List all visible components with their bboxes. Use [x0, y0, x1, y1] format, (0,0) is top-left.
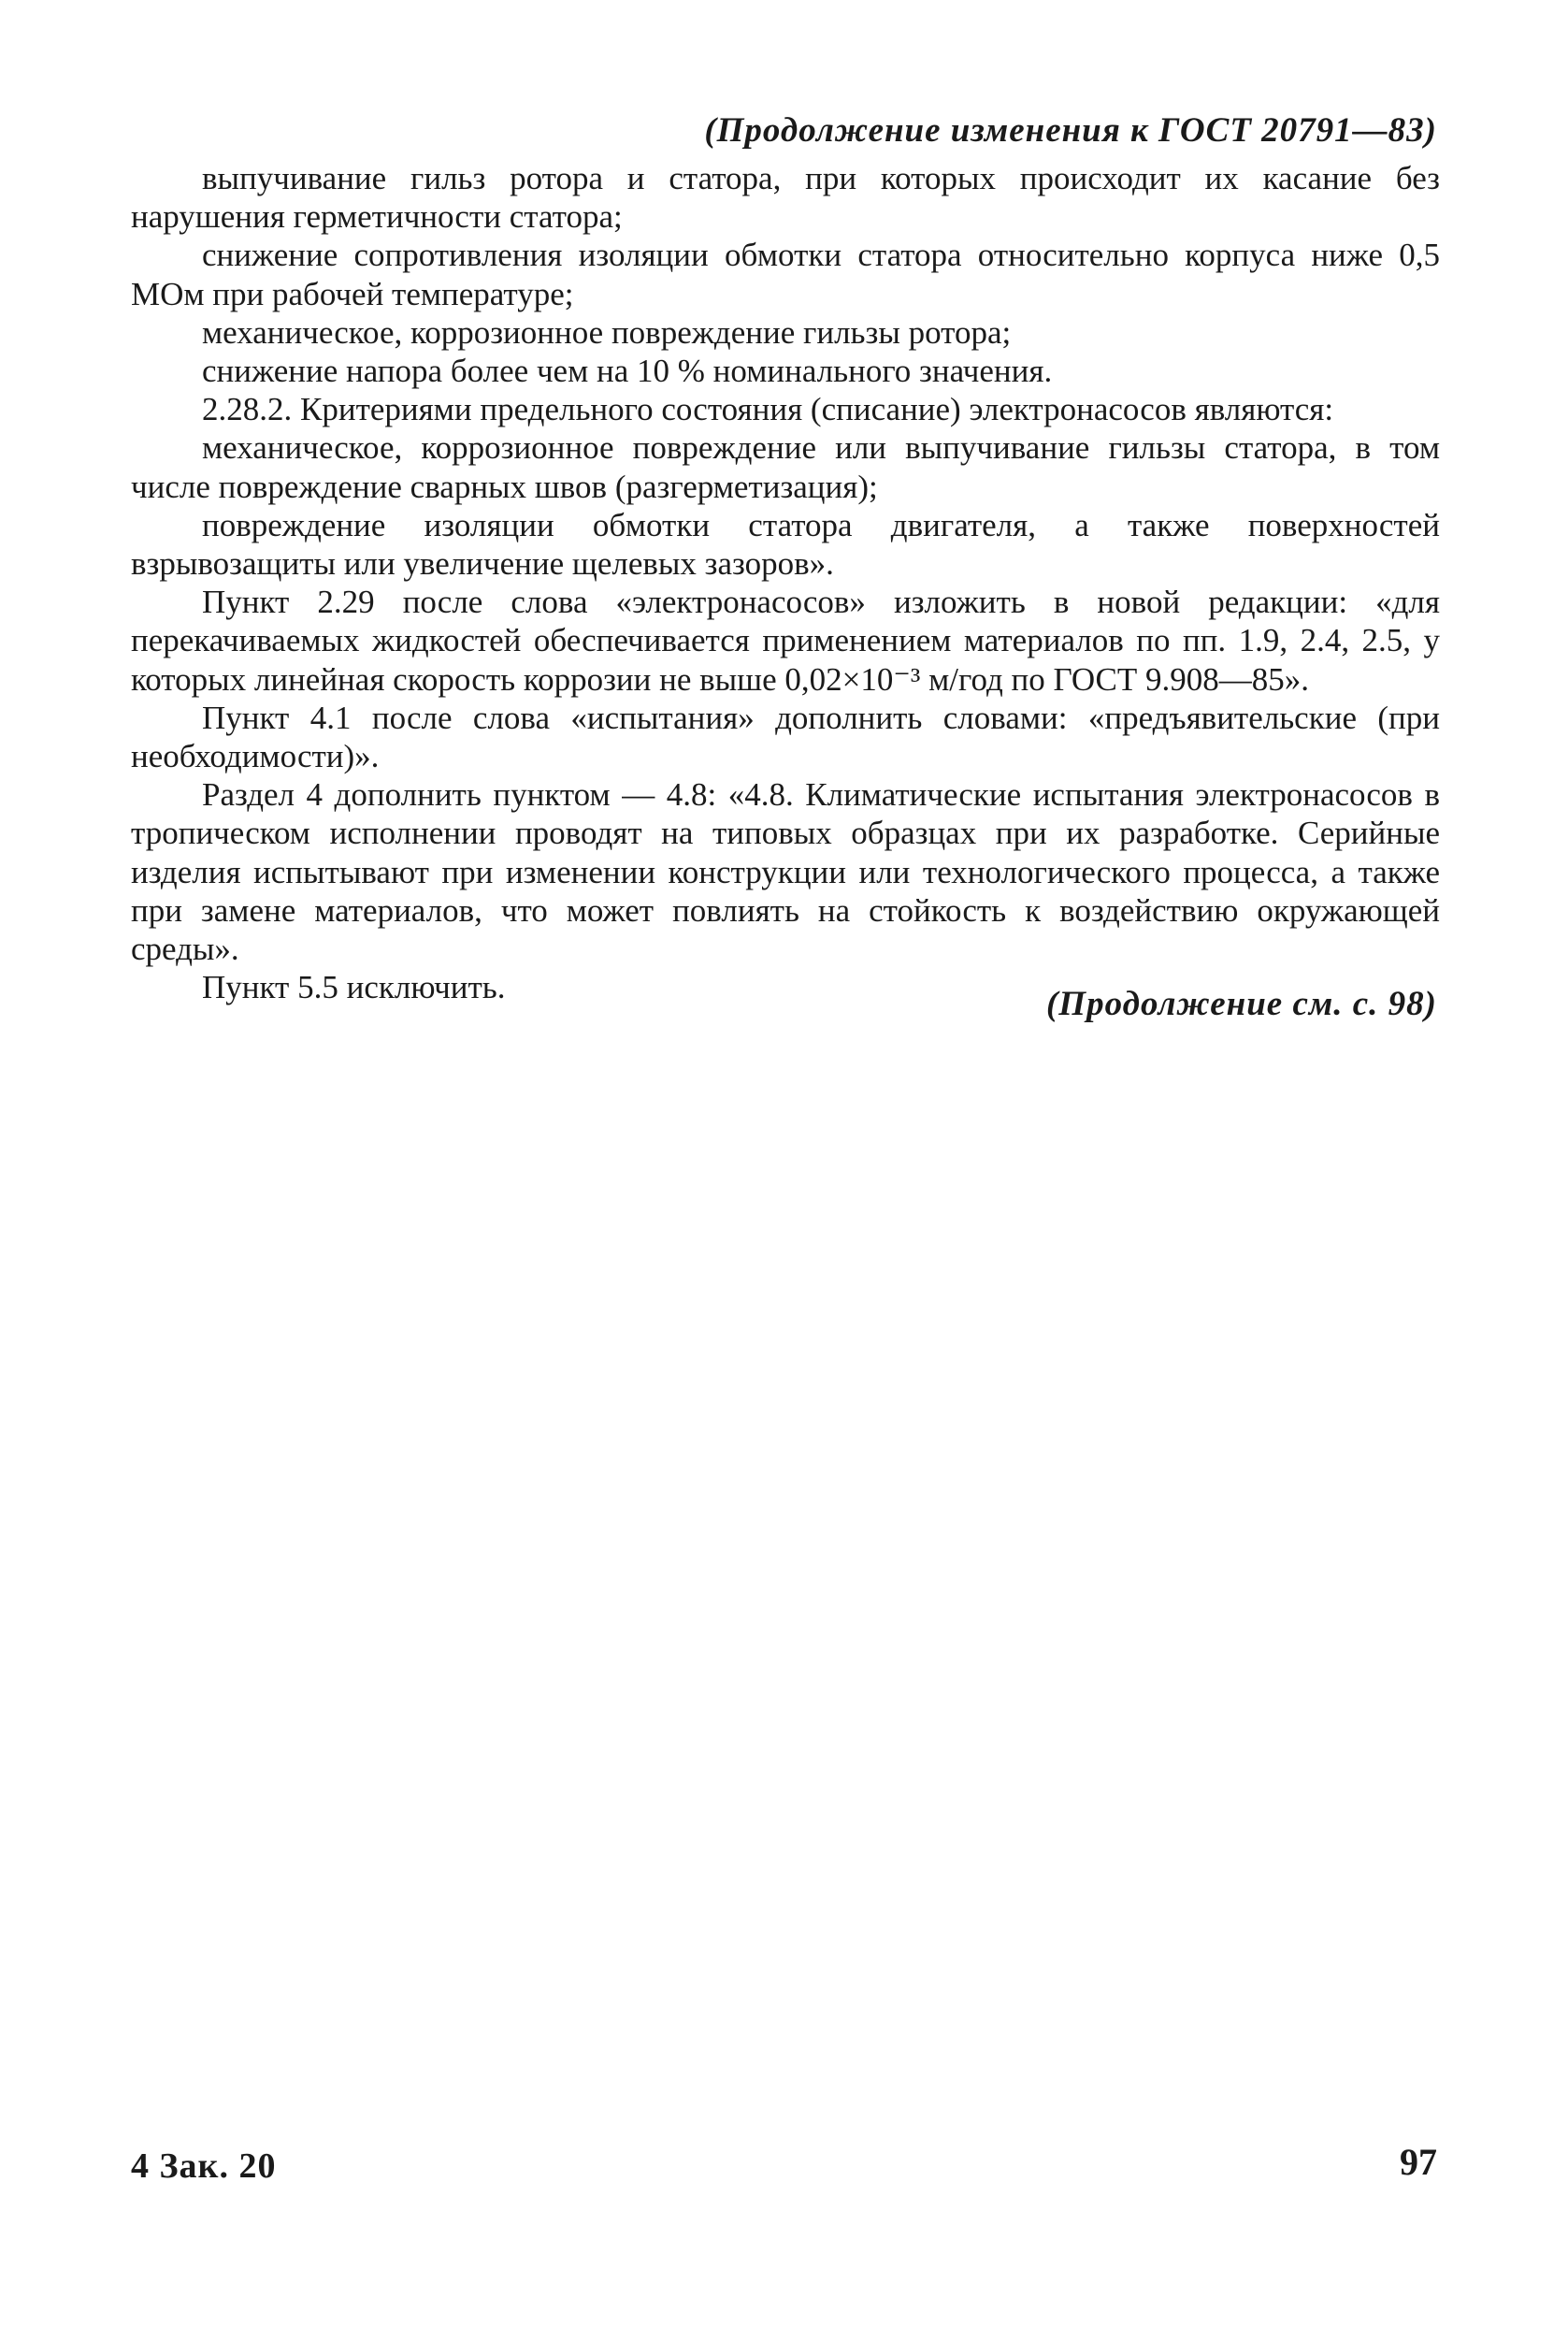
paragraph-4: снижение напора более чем на 10 % номинального значения.	[202, 353, 1053, 390]
paragraph-8: Пункт 2.29 после слова «электронасосов» изложить в новой редакции: «для перекачиваемых жидкостей обеспечивается применением материалов по пп. 1.9, 2.4, 2.5, у которых линейная скорость коррозии не выше 0,02×10⁻³ м/год по ГОСТ 9.908—85».	[131, 584, 1440, 698]
paragraph-9: Пункт 4.1 после слова «испытания» дополнить словами: «предъявительские (при необходимости)».	[131, 699, 1440, 775]
continuation-note: (Продолжение см. с. 98)	[1045, 985, 1437, 1023]
paragraph-2: снижение сопротивления изоляции обмотки статора относительно корпуса ниже 0,5 МОм при рабочей температуре;	[131, 237, 1440, 312]
running-header: (Продолжение изменения к ГОСТ 20791—83)	[704, 111, 1437, 150]
paragraph-3: механическое, коррозионное повреждение гильзы ротора;	[202, 313, 1012, 351]
paragraph-5: 2.28.2. Критериями предельного состояния (списание) электронасосов являются:	[202, 391, 1334, 428]
paragraph-10: Раздел 4 дополнить пунктом — 4.8: «4.8. Климатические испытания электронасосов в тропическом исполнении проводят на типовых образцах при их разработке. Серийные изделия испытывают при изменении конструкции или технологического процесса, а также при замене материалов, что может повлиять на стойкость к воздействию окружающей среды».	[131, 776, 1440, 968]
paragraph-6: механическое, коррозионное повреждение или выпучивание гильзы статора, в том числе повреждение сварных швов (разгерметизация);	[131, 429, 1440, 505]
page-number: 97	[1400, 2141, 1437, 2183]
paragraph-7: повреждение изоляции обмотки статора двигателя, а также поверхностей взрывозащиты или увеличение щелевых зазоров».	[131, 506, 1440, 583]
body-text	[131, 159, 1440, 1006]
paragraph-1: выпучивание гильз ротора и статора, при которых происходит их касание без нарушения герметичности статора;	[131, 160, 1440, 236]
paragraph-11: Пункт 5.5 исключить.	[202, 969, 506, 1006]
footer-order-number: 4 Зак. 20	[131, 2146, 277, 2186]
